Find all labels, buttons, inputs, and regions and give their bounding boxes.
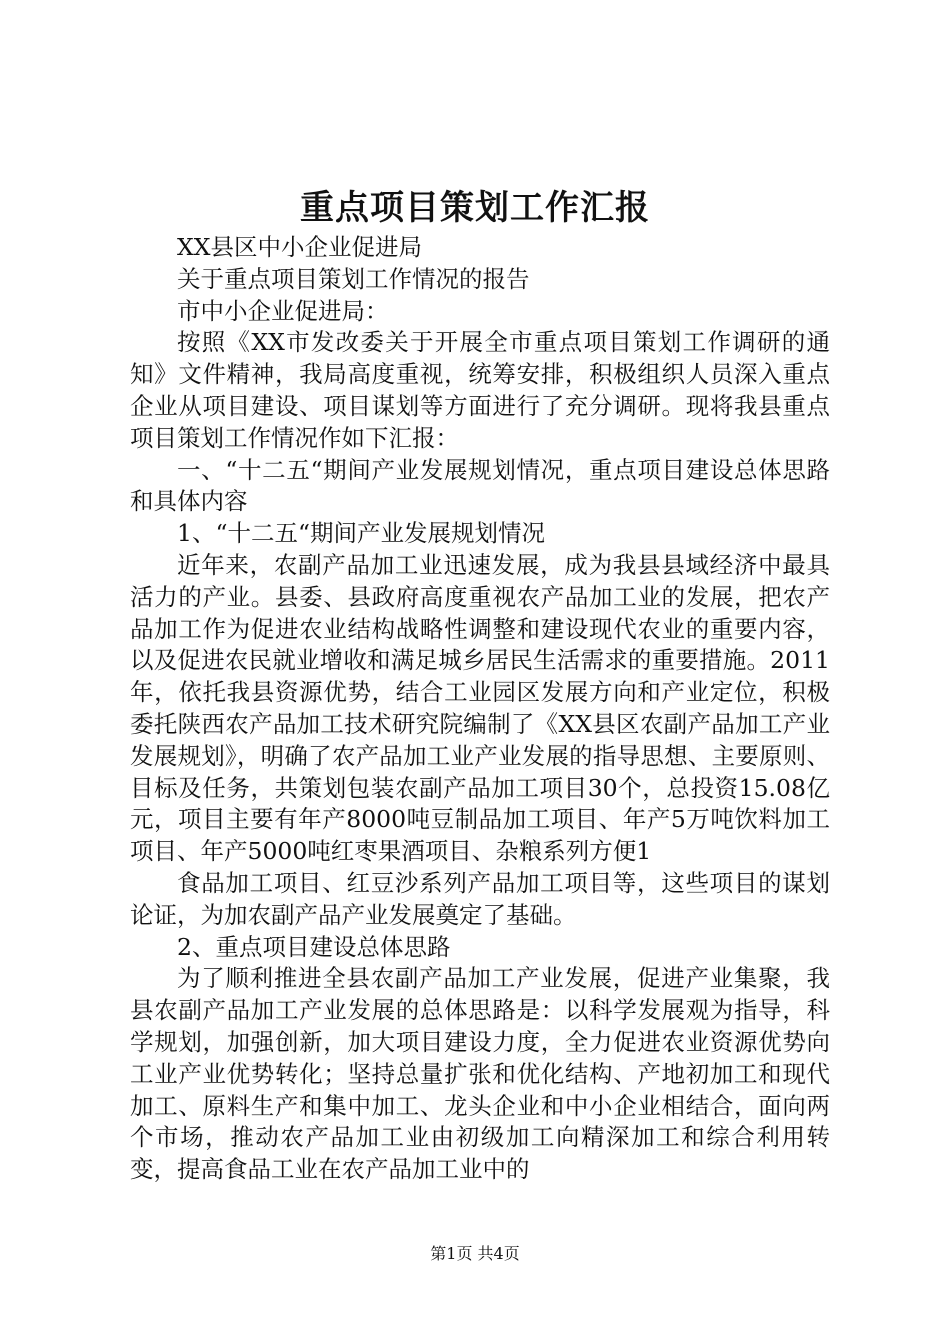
section-heading-1: 一、“十二五“期间产业发展规划情况，重点项目建设总体思路和具体内容 (130, 455, 830, 516)
document-body (130, 232, 830, 1186)
page-footer: 第1页 共4页 (430, 1244, 520, 1263)
paragraph-report-title: 关于重点项目策划工作情况的报告 (177, 264, 530, 293)
subsection-heading-2: 2、重点项目建设总体思路 (177, 932, 451, 961)
paragraph-recipient: 市中小企业促进局： (177, 296, 389, 325)
paragraph-org-name: XX县区中小企业促进局 (177, 233, 422, 261)
paragraph-overall-approach: 为了顺利推进全县农副产品加工产业发展，促进产业集聚，我县农副产品加工产业发展的总体思路是：以科学发展观为指导，科学规划，加强创新，加大项目建设力度，全力促进农业资源优势向工业产业优势转化；坚持总量扩张和优化结构、产地初加工和现代加工、原料生产和集中加工、龙头企业和中小企业相结合，面向两个市场，推动农产品加工业由初级加工向精深加工和综合利用转变，提高食品工业在农产品加工业中的 (130, 964, 830, 1184)
subsection-heading-1: 1、“十二五“期间产业发展规划情况 (177, 519, 545, 548)
paragraph-projects: 食品加工项目、红豆沙系列产品加工项目等，这些项目的谋划论证，为加农副产品产业发展奠定了基础。 (130, 868, 830, 929)
paragraph-development: 近年来，农副产品加工业迅速发展，成为我县县域经济中最具活力的产业。县委、县政府高度重视农产品加工业的发展，把农产品加工作为促进农业结构战略性调整和建设现代农业的重要内容，以及促进农民就业增收和满足城乡居民生活需求的重要措施。2011年，依托我县资源优势，结合工业园区发展方向和产业定位，积极委托陕西农产品加工技术研究院编制了《XX县区农副产品加工产业发展规划》，明确了农产品加工业产业发展的指导思想、主要原则、目标及任务，共策划包装农副产品加工项目30个，总投资15.08亿元，项目主要有年产8000吨豆制品加工项目、年产5万吨饮料加工项目、年产5000吨红枣果酒项目、杂粮系列方便1 (130, 550, 830, 866)
paragraph-intro: 按照《XX市发改委关于开展全市重点项目策划工作调研的通知》文件精神，我局高度重视，统筹安排，积极组织人员深入重点企业从项目建设、项目谋划等方面进行了充分调研。现将我县重点项目策划工作情况作如下汇报： (130, 328, 830, 452)
document-title: 重点项目策划工作汇报 (300, 188, 650, 228)
